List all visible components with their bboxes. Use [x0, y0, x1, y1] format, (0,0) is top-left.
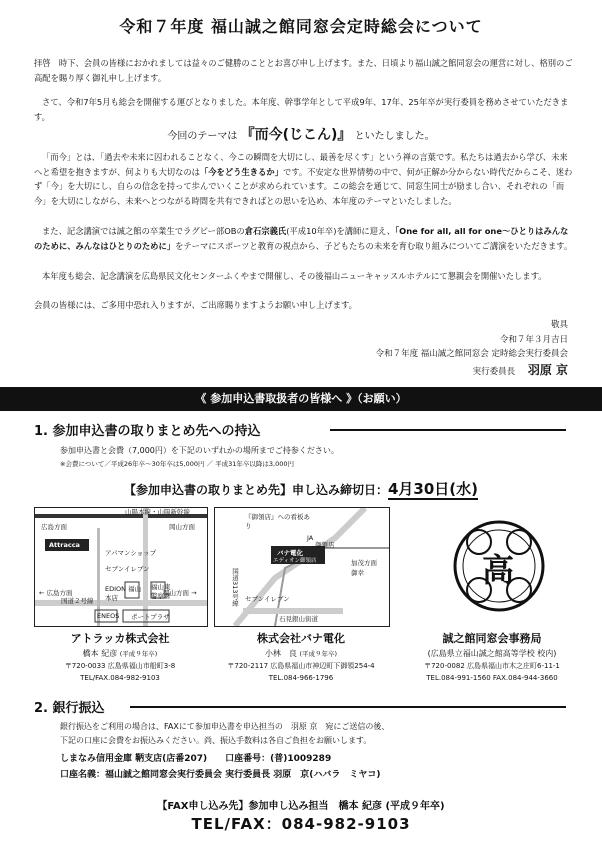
map-attracca: [34, 507, 208, 627]
section2-heading: 2. 銀行振込: [34, 701, 105, 716]
closing-chair: [473, 361, 568, 378]
section2-line2: 下記の口座に会費をお振込みください。尚、振込手数料は各自ご負担をお願いします。: [60, 736, 372, 745]
map2-goryo: 御領店: [315, 541, 335, 549]
lecturer-name: 倉石宗義氏: [244, 226, 287, 236]
greeting-paragraph: [34, 56, 574, 85]
request-paragraph: [34, 298, 574, 313]
contact-name: 株式会社バナ電化: [257, 632, 345, 645]
map1-hiroshima-bottom: ← 広島方面: [39, 589, 73, 597]
section1-rule: [330, 429, 566, 431]
map2-seven: セブンイレブン: [245, 595, 290, 603]
fax-number: TEL/FAX：084-982-9103: [191, 815, 411, 833]
lecture-text-a: また、記念講演では誠之館の卒業生でラグビー部OBの: [42, 226, 245, 236]
page-title: 令和７年度 福山誠之館同窓会定時総会について: [119, 17, 483, 36]
contact-name: 誠之館同窓会事務局: [442, 632, 542, 645]
intro-text: さて、令和7年5月も総会を開催する運びとなりました。本年度、幹事学年として平成9年、17年、25年卒が実行委員を務めさせていただきます。: [34, 97, 569, 122]
section2-line1: 銀行振込をご利用の場合は、FAXにて参加申込書を申込担当の 羽原 京 宛にご送信の後、: [60, 722, 390, 731]
map2-iwami: 石見銀山街道: [279, 615, 318, 623]
lecture-theme: 「One for all, all for one〜ひとりはみんなのために、みんなはひとりのために」: [34, 226, 569, 251]
closing-org: 令和７年度 福山誠之館同窓会 定時総会実行委員会: [375, 349, 568, 359]
deadline-prefix: 【参加申込書の取りまとめ先】申し込み締切日：: [123, 483, 388, 497]
map1-police: 福山東警察署: [151, 583, 171, 600]
venue-paragraph: [34, 269, 574, 284]
contact-person: 小林 良 (平成９年卒): [264, 649, 338, 658]
chair-label: 実行委員長: [472, 367, 516, 377]
map1-edion: EDION 福山本店: [105, 585, 142, 602]
jikon-emphasis: 「今をどう生きるか」: [199, 166, 283, 177]
map1-apaman: アパマンショップ: [105, 549, 157, 557]
jikon-paragraph: [34, 150, 574, 208]
contact-person: (広島県立福山誠之館高等学校 校内): [427, 649, 557, 658]
theme-name: 『而今(じこん)』: [240, 127, 352, 143]
theme-line: [0, 124, 602, 144]
map2-kamo: 加茂方面: [351, 559, 377, 567]
contact-tel: TEL.084-966-1796: [268, 674, 334, 682]
intro-paragraph: [34, 95, 574, 124]
map1-okayama-top: 岡山方面: [169, 523, 195, 531]
theme-prefix: 今回のテーマは: [167, 131, 238, 142]
school-crest: [432, 507, 566, 625]
map2-route313: 国道313号線: [231, 568, 239, 607]
contact-address: 〒720-2117 広島県福山市神辺町下御領254-4: [227, 662, 375, 670]
crest-character: 高: [482, 551, 515, 589]
bank-account: しまなみ信用金庫 鞆支店(店番207) 口座番号：(普)1009289: [60, 754, 332, 764]
fax-contact: 【FAX申し込み先】参加申し込み担当 橋本 紀彦 (平成９年卒): [157, 801, 445, 812]
deadline-line: [0, 478, 602, 499]
map1-attracca: Attracca: [49, 541, 80, 549]
closing-keigu: 敬具: [550, 320, 568, 330]
notice-banner: 《 参加申込書取扱者の皆様へ 》（お願い）: [0, 387, 602, 411]
lecture-text-c: (平成10年卒)を講師に迎え、: [286, 226, 396, 236]
contact-tel: TEL.084-991-1560 FAX.084-944-3660: [426, 674, 558, 682]
contact-address: 〒720-0082 広島県福山市木之庄町6-11-1: [424, 662, 560, 670]
map2-ja: JA: [307, 534, 314, 542]
map1-hiroshima-top: 広島方面: [41, 523, 67, 531]
theme-suffix: といたしました。: [354, 131, 435, 142]
map2-edion: エディオン御領店: [273, 558, 317, 564]
map2-miyuki: 御幸: [351, 569, 364, 577]
contact-name: アトラッカ株式会社: [70, 632, 170, 645]
map1-eneos: ENEOS: [97, 612, 120, 620]
map1-seven: セブンイレブン: [105, 565, 150, 573]
chair-name: 羽原 京: [527, 363, 568, 377]
section1-heading: 1. 参加申込書の取りまとめ先への持込: [34, 424, 261, 439]
greeting-text: 拝啓 時下、会員の皆様におかれましては益々のご健勝のこととお喜び申し上げます。また、日頃より福山誠之館同窓会の運営に対し、格別のご高配を賜り厚く御礼申し上げます。: [34, 58, 573, 83]
map2-banadenka: バナ電化: [277, 549, 303, 557]
closing-date: 令和７年３月吉日: [499, 335, 568, 345]
deadline-date: 4月30日(水): [387, 480, 479, 498]
jikon-text-c: です。不安定な世界情勢の中で、何が正解か分からない時代だからこそ、迷わず「今」を大切にし、自らの信念を持って歩んでいくことが求められています。この総会を通じて、同窓生同士が励まし合い、それぞれの「而今」を大切にしながら、未来へとつながる時間を共有できればとの思いを込め、本年度のテーマといたしました。: [34, 166, 573, 206]
map2-signboard: 『御領店』への看板あり: [245, 513, 310, 530]
bank-holder: 口座名義：福山誠之館同窓会実行委員会 実行委員長 羽原 京(ハバラ ミヤコ): [60, 770, 381, 780]
lecture-text-e: をテーマにスポーツと教育の視点から、子どもたちの未来を育む取り組みについてご講演をいただきます。: [175, 240, 573, 251]
contact-person: 橋本 紀彦 (平成９年卒): [82, 649, 158, 658]
contact-office: [402, 630, 582, 683]
map1-route2: 国道２号線: [61, 597, 94, 605]
section2-rule: [130, 706, 566, 708]
jikon-text-a: 「而今」とは、「過去や未来に囚われることなく、今この瞬間を大切にし、最善を尽くす」という禅の言葉です。私たちは過去から学び、未来へと希望を抱きますが、何よりも大切なのは: [34, 152, 568, 177]
contact-banadenka: [211, 630, 391, 683]
map1-okayama-bottom: 岡山方面 →: [163, 589, 197, 597]
contact-attracca: [30, 630, 210, 683]
contact-address: 〒720-0033 広島県福山市船町3-8: [64, 662, 176, 670]
request-text: 会員の皆様には、ご多用中恐れ入りますが、ご出席賜りますようお願い申し上げます。: [34, 300, 357, 310]
venue-text: 本年度も総会、記念講演を広島県民文化センターふくやまで開催し、その後福山ニューキャッスルホテルにて懇親会を開催いたします。: [42, 271, 547, 281]
lecture-paragraph: [34, 224, 574, 253]
contact-tel: TEL/FAX.084-982-9103: [80, 674, 160, 682]
map-banadenka: [214, 507, 390, 627]
section1-line1: 参加申込書と会費（7,000円）を下記のいずれかの場所までご持参ください。: [60, 446, 339, 455]
map1-railway: 山陽本線・山陽新幹線: [125, 508, 190, 516]
section1-line2: ※会費について／平成26年卒〜30年卒は5,000円 ／ 平成31年卒以降は3,000円: [60, 460, 294, 468]
map1-portplaza: ポートプラザ: [131, 613, 170, 621]
